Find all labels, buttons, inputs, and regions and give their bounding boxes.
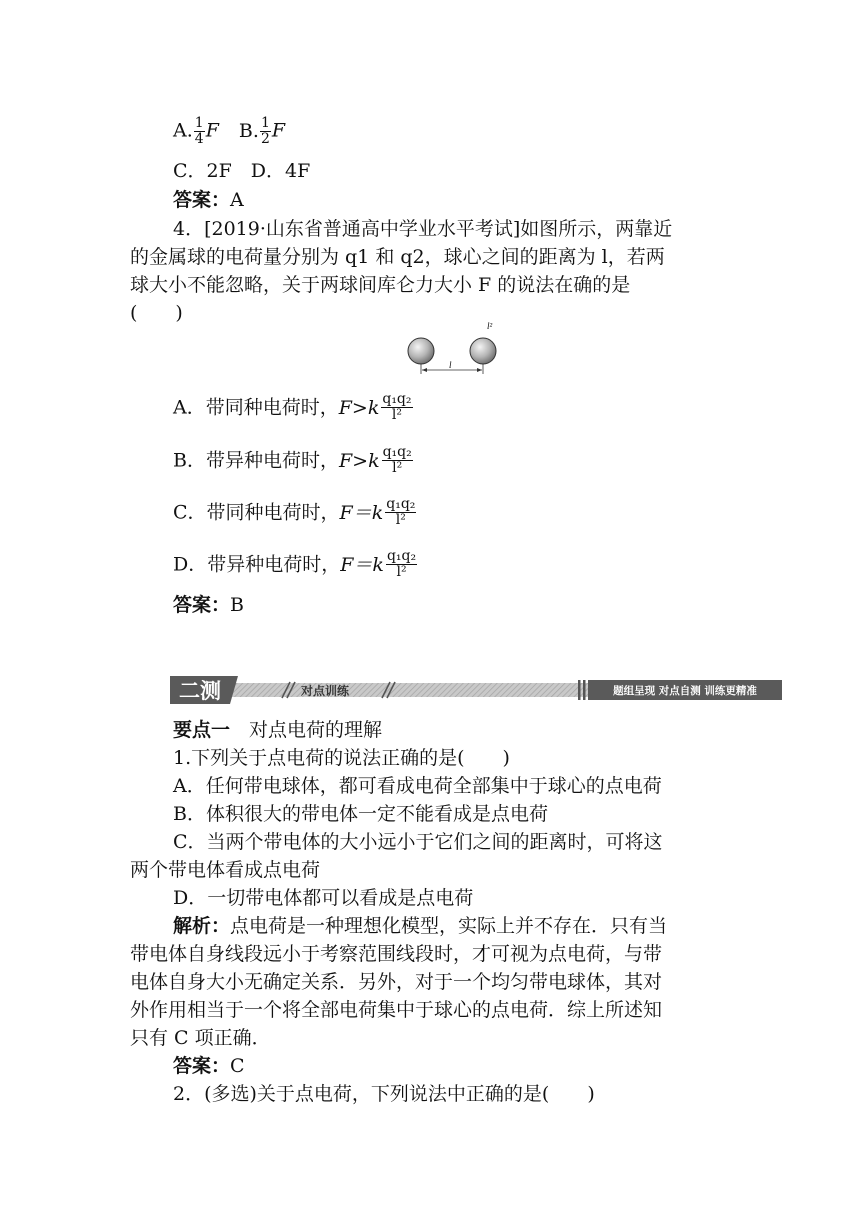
q1-option-c-line1: C．当两个带电体的大小远小于它们之间的距离时，可将这 [173, 831, 663, 853]
q3-opt-b-fraction [260, 116, 271, 147]
q4-stem-line4: ( ) [130, 302, 183, 324]
q3-opt-b-label: B. [238, 119, 259, 142]
q3-options-cd: C．2F D．4F [173, 160, 311, 182]
q4-option-a-num: q₁q₂ [382, 391, 412, 407]
q4-option-b-den: l² [392, 460, 403, 476]
q4-option-a-rel: F>k [338, 396, 380, 419]
q3-opt-b-den: 2 [260, 131, 270, 147]
q2-stem: 2．(多选)关于点电荷，下列说法中正确的是( ) [173, 1083, 595, 1105]
q4-option-b-text: B．带异种电荷时， [173, 449, 339, 472]
q1-option-b: B．体积很大的带电体一定不能看成是点电荷 [173, 803, 548, 825]
q1-option-c-line2: 两个带电体看成点电荷 [130, 859, 321, 881]
q4-option-a-formula [339, 392, 414, 423]
q4-option-c-num: q₁q₂ [386, 496, 416, 512]
q3-opt-b-num: 1 [260, 115, 270, 131]
topic-title: 对点电荷的理解 [249, 719, 383, 741]
q1-analysis-line1 [173, 912, 773, 940]
q1-option-d: D．一切带电体都可以看成是点电荷 [173, 887, 474, 909]
sphere-left [408, 338, 434, 364]
q3-opt-a-fraction [194, 116, 205, 147]
q3-answer-label: 答案： [173, 189, 231, 211]
q1-analysis-label: 解析： [173, 915, 231, 937]
q4-option-a [173, 392, 773, 423]
q4-option-d-num: q₁q₂ [386, 548, 417, 564]
q3-answer [173, 186, 773, 214]
q4-option-c-formula [340, 497, 418, 528]
distance-label: l [449, 360, 452, 370]
q4-option-c-rel: F＝k [339, 501, 384, 524]
q4-option-c-fraction [385, 497, 416, 528]
section-subtitle: 对点训练 [301, 684, 350, 698]
q4-option-b-fraction [382, 445, 413, 476]
q3-opt-a-num: 1 [194, 115, 204, 131]
q4-option-c-den: l² [395, 512, 406, 528]
q4-option-b-rel: F>k [338, 449, 380, 472]
q4-answer [173, 591, 773, 619]
q1-analysis-line4: 外作用相当于一个将全部电荷集中于球心的点电荷．综上所述知 [130, 999, 663, 1021]
q1-analysis-line5: 只有 C 项正确． [130, 1027, 271, 1049]
top-label: l² [487, 321, 493, 331]
q1-answer-value: C [230, 1055, 245, 1077]
q4-option-d [173, 549, 773, 580]
q4-option-b-num: q₁q₂ [382, 444, 412, 460]
q4-answer-value: B [230, 594, 244, 616]
q1-analysis-text1: 点电荷是一种理想化模型，实际上并不存在．只有当 [230, 915, 668, 937]
q4-stem-line1: 4．[2019·山东省普通高中学业水平考试]如图所示，两靠近 [173, 218, 673, 240]
section-tagline: 题组呈现 对点自测 训练更精准 [613, 685, 757, 697]
q3-opt-a-den: 4 [194, 131, 204, 147]
q4-option-a-text: A．带同种电荷时， [173, 396, 339, 419]
q4-option-a-den: l² [391, 407, 402, 423]
q3-opt-a-unit: F [205, 119, 219, 142]
q4-option-d-text: D．带异种电荷时， [173, 553, 341, 576]
q3-options-ab [173, 116, 773, 147]
q3-opt-b-unit: F [271, 119, 286, 142]
sphere-right [470, 338, 496, 364]
q4-option-b-formula [339, 445, 414, 476]
section-badge: 二测 [179, 679, 221, 703]
q1-answer [173, 1052, 773, 1080]
q4-figure-two-spheres [400, 318, 510, 380]
q4-option-d-fraction [386, 549, 417, 580]
q3-opt-a-label: A. [173, 119, 193, 142]
section-header-bar [170, 676, 782, 704]
q4-option-c [173, 497, 773, 528]
q4-stem-line3: 球大小不能忽略，关于两球间库仑力大小 F 的说法在确的是 [130, 274, 631, 296]
q4-option-d-den: l² [396, 564, 407, 580]
q1-stem: 1.下列关于点电荷的说法正确的是( ) [173, 747, 510, 769]
q3-answer-value: A [230, 189, 244, 211]
q1-option-a: A．任何带电球体，都可看成电荷全部集中于球心的点电荷 [173, 775, 662, 797]
q1-analysis-line3: 电体自身大小无确定关系．另外，对于一个均匀带电球体，其对 [130, 971, 663, 993]
q4-option-d-rel: F＝k [340, 553, 384, 576]
topic-heading [173, 716, 773, 744]
q4-option-c-text: C．带同种电荷时， [173, 501, 340, 524]
q1-answer-label: 答案： [173, 1055, 231, 1077]
q1-analysis-line2: 带电体自身线段远小于考察范围线段时，才可视为点电荷，与带 [130, 943, 663, 965]
q4-option-b [173, 445, 773, 476]
q4-answer-label: 答案： [173, 594, 231, 616]
q4-option-d-formula [340, 549, 418, 580]
q4-option-a-fraction [381, 392, 412, 423]
topic-label: 要点一 [173, 719, 231, 741]
q4-stem-line2: 的金属球的电荷量分别为 q1 和 q2，球心之间的距离为 l，若两 [130, 246, 665, 268]
